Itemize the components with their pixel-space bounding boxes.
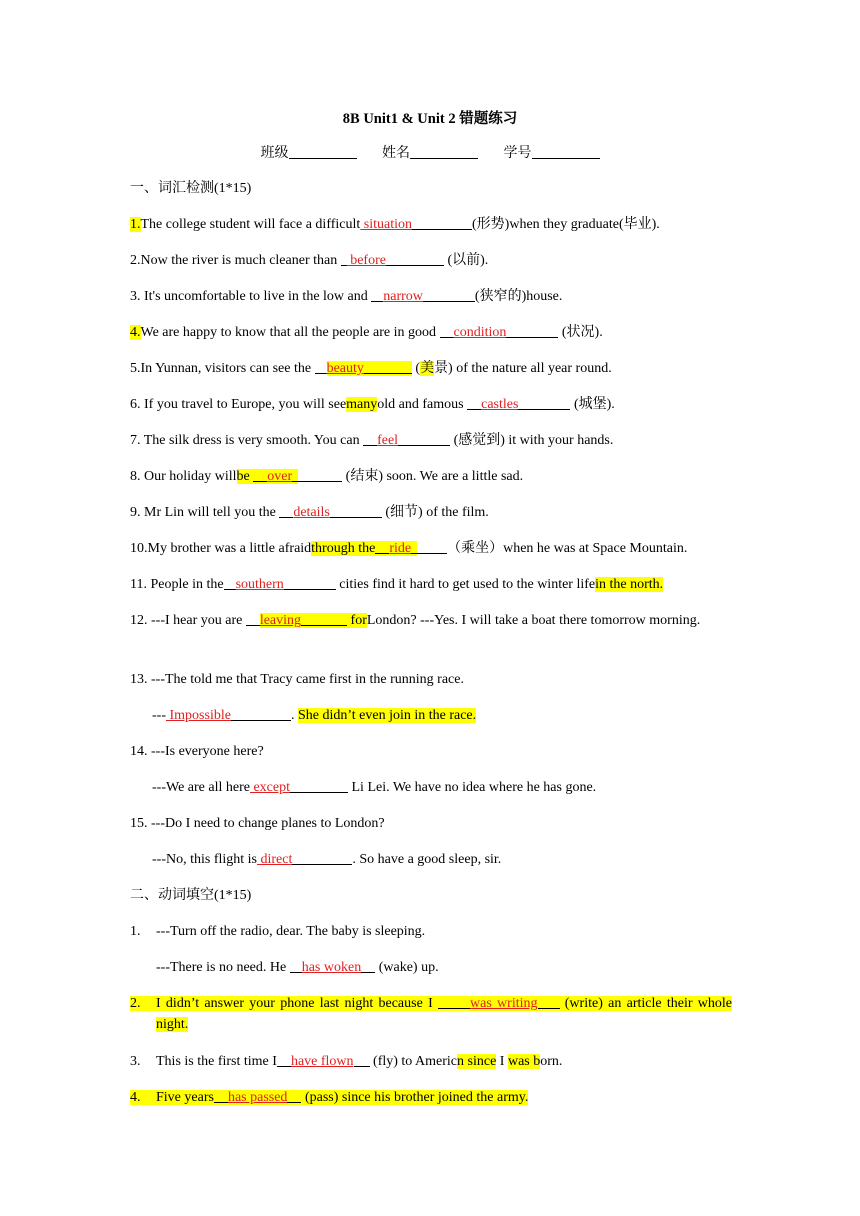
v1-text2: ---There is no need. He (156, 960, 290, 975)
q9-text: 9. Mr Lin will tell you the (130, 505, 280, 520)
student-info (0, 142, 860, 162)
q8-answer: over (267, 469, 293, 484)
q2-answer: before (346, 253, 386, 268)
vocab-q14-line1: 14. ---Is everyone here? (130, 744, 264, 759)
q5-blank (364, 359, 412, 374)
vocab-q10 (130, 538, 732, 559)
q3-answer: narrow (383, 289, 423, 304)
q3-text: 3. It's uncomfortable to live in the low and (130, 289, 372, 304)
q9-hint: (细节) of the film. (381, 505, 489, 520)
q5-text: 5.In Yunnan, visitors can see the (130, 361, 315, 376)
q4-hint: (状况). (558, 325, 603, 340)
q1-text: The college student will face a difficult (140, 217, 361, 232)
q12-blank-lead (246, 611, 260, 626)
v3-blank (354, 1052, 370, 1067)
q13-highlight: She didn’t even join in the race. (297, 708, 477, 723)
v4-blank-lead (214, 1088, 228, 1103)
name-label: 姓名 (382, 146, 410, 161)
v1-hint: (wake) up. (375, 960, 439, 975)
vocab-q5: 5.In Yunnan, visitors can see the beauty (美景) of the nature all year round. (130, 361, 612, 376)
q9-blank-lead (279, 503, 293, 518)
q3-hint: (狭窄的)house. (474, 289, 563, 304)
vocab-q7 (130, 430, 732, 451)
q13-dashes: --- (152, 708, 166, 723)
v3-highlight1: n since (457, 1054, 497, 1069)
q11-blank (284, 575, 336, 590)
v4-text: Five years (156, 1090, 214, 1105)
q7-hint: (感觉到) it with your hands. (450, 433, 614, 448)
section1-heading: 一、词汇检测(1*15) (130, 181, 252, 196)
q10-answer: ride (389, 541, 412, 556)
q1-answer: situation (360, 217, 413, 232)
q1-hint: (形势)when they graduate(毕业). (472, 217, 660, 232)
section2-heading: 二、动词填空(1*15) (130, 888, 252, 903)
v1-blank (361, 958, 375, 973)
id-label: 学号 (503, 146, 532, 161)
q4-number: 4. (130, 325, 141, 340)
v1-text: ---Turn off the radio, dear. The baby is sleeping. (156, 924, 426, 939)
vocab-q1 (130, 214, 732, 235)
q6-blank (518, 395, 570, 410)
q5-highlight: 美 (420, 361, 435, 376)
q15-answer: direct (257, 852, 293, 867)
vocab-q12 (130, 610, 732, 631)
v4-number: 4. (130, 1090, 141, 1105)
q6-hint: (城堡). (570, 397, 615, 412)
q12-blank (301, 611, 347, 626)
class-label: 班级 (260, 146, 289, 161)
q8-highlight: be (236, 469, 254, 484)
vocab-q11 (130, 574, 732, 595)
page-title: 8B Unit1 & Unit 2 错题练习 (342, 111, 518, 127)
v2-blank (538, 994, 560, 1009)
q10-hint: （乘坐）when he was at Space Mountain. (447, 541, 688, 556)
q2-hint: (以前). (443, 253, 489, 268)
v1-answer: has woken (301, 960, 362, 975)
verb-q2 (130, 993, 732, 1035)
q8-blank (298, 467, 342, 482)
q7-blank-lead (363, 431, 377, 446)
q11-text-mid: cities find it hard to get used to the winter life (335, 577, 596, 592)
q5-blank-lead (315, 359, 327, 374)
vocab-q15-line1: 15. ---Do I need to change planes to London? (130, 816, 385, 831)
vocab-q13-line2: --- Impossible . She didn’t even join in the race. (152, 708, 477, 723)
q10-blank (417, 539, 447, 554)
q12-text-post: London? ---Yes. I will take a boat there tomorrow morning. (366, 613, 701, 628)
q2-text: 2.Now the river is much cleaner than (130, 253, 341, 268)
q14-answer: except (249, 780, 290, 795)
q11-highlight: in the north. (595, 577, 664, 592)
v2-answer: was writing (470, 996, 538, 1011)
q12-highlight: for (347, 613, 367, 628)
v3-answer: have flown (290, 1054, 354, 1069)
v2-hint: (write) an article their whole night. (156, 996, 732, 1032)
v2-number: 2. (130, 996, 141, 1011)
q13-blank (231, 706, 291, 721)
q4-answer: condition (453, 325, 507, 340)
verb-q1-line2 (156, 957, 732, 978)
q8-text: 8. Our holiday will (130, 469, 237, 484)
v4-hint: (pass) since his brother joined the army. (301, 1090, 529, 1105)
q11-answer: southern (235, 577, 284, 592)
q6-answer: castles (481, 397, 519, 412)
verb-q4 (130, 1087, 732, 1108)
q6-highlight: many (346, 397, 378, 412)
q5-hint: 景) of the nature all year round. (434, 361, 612, 376)
q13-answer: Impossible (166, 708, 231, 723)
q4-text: We are happy to know that all the people are in good (140, 325, 440, 340)
q7-answer: feel (377, 433, 399, 448)
q12-text: 12. ---I hear you are (130, 613, 246, 628)
vocab-q2 (130, 250, 732, 271)
q4-blank (506, 323, 558, 338)
q15-blank (292, 850, 352, 865)
q4-blank-lead (440, 323, 454, 338)
q10-blank-lead (375, 539, 389, 554)
q8-blank-lead (253, 467, 267, 482)
v1-number: 1. (130, 924, 141, 939)
v2-text: I didn’t answer your phone last night because I (156, 996, 438, 1011)
verb-q3 (130, 1051, 732, 1072)
q14-text-post: Li Lei. We have no idea where he has gone. (348, 780, 597, 795)
q3-blank-lead (371, 287, 383, 302)
q1-blank (412, 215, 472, 230)
id-blank[interactable] (532, 144, 600, 159)
q14-blank (290, 778, 348, 793)
q5-answer: beauty (326, 361, 364, 376)
vocab-q14-line2 (152, 777, 732, 798)
q11-text: 11. People in the (130, 577, 224, 592)
v2-blank-lead (438, 994, 470, 1009)
v3-highlight2: was b (507, 1054, 541, 1069)
q14-text: ---We are all here (152, 780, 250, 795)
class-blank[interactable] (289, 144, 357, 159)
v4-answer: has passed (227, 1090, 288, 1105)
v3-blank-lead (277, 1052, 291, 1067)
q2-blank (386, 251, 444, 266)
q11-blank-lead (224, 575, 236, 590)
q1-number: 1. (130, 217, 141, 232)
name-blank[interactable] (410, 144, 478, 159)
v3-hint: (fly) to Americ (369, 1054, 458, 1069)
q6-blank-lead (467, 395, 481, 410)
vocab-q4 (130, 322, 732, 343)
q10-text: 10.My brother was a little afraid (130, 541, 312, 556)
q9-answer: details (293, 505, 330, 520)
v4-blank (287, 1088, 301, 1103)
q15-text-post: . So have a good sleep, sir. (352, 852, 502, 867)
vocab-q13-line1: 13. ---The told me that Tracy came first in the running race. (130, 672, 464, 687)
q3-blank (423, 287, 475, 302)
verb-q1-line1 (130, 921, 732, 942)
q15-text: ---No, this flight is (152, 852, 257, 867)
q10-highlight: through the (311, 541, 376, 556)
q12-answer: leaving (259, 613, 302, 628)
q6-text: 6. If you travel to Europe, you will see (130, 397, 347, 412)
vocab-q15-line2 (152, 849, 732, 870)
v3-text: This is the first time I (156, 1054, 277, 1069)
vocab-q3 (130, 286, 732, 307)
vocab-q9 (130, 502, 732, 523)
vocab-q8 (130, 466, 732, 487)
q8-hint: (结束) soon. We are a little sad. (342, 469, 524, 484)
q7-text: 7. The silk dress is very smooth. You can (130, 433, 364, 448)
q7-blank (398, 431, 450, 446)
q6-text-mid: old and famous (377, 397, 468, 412)
q9-blank (330, 503, 382, 518)
v3-text-mid: I (496, 1054, 508, 1069)
v3-text-post: orn. (540, 1054, 563, 1069)
v3-number: 3. (130, 1054, 141, 1069)
vocab-q6 (130, 394, 732, 415)
v1-blank-lead (290, 958, 302, 973)
